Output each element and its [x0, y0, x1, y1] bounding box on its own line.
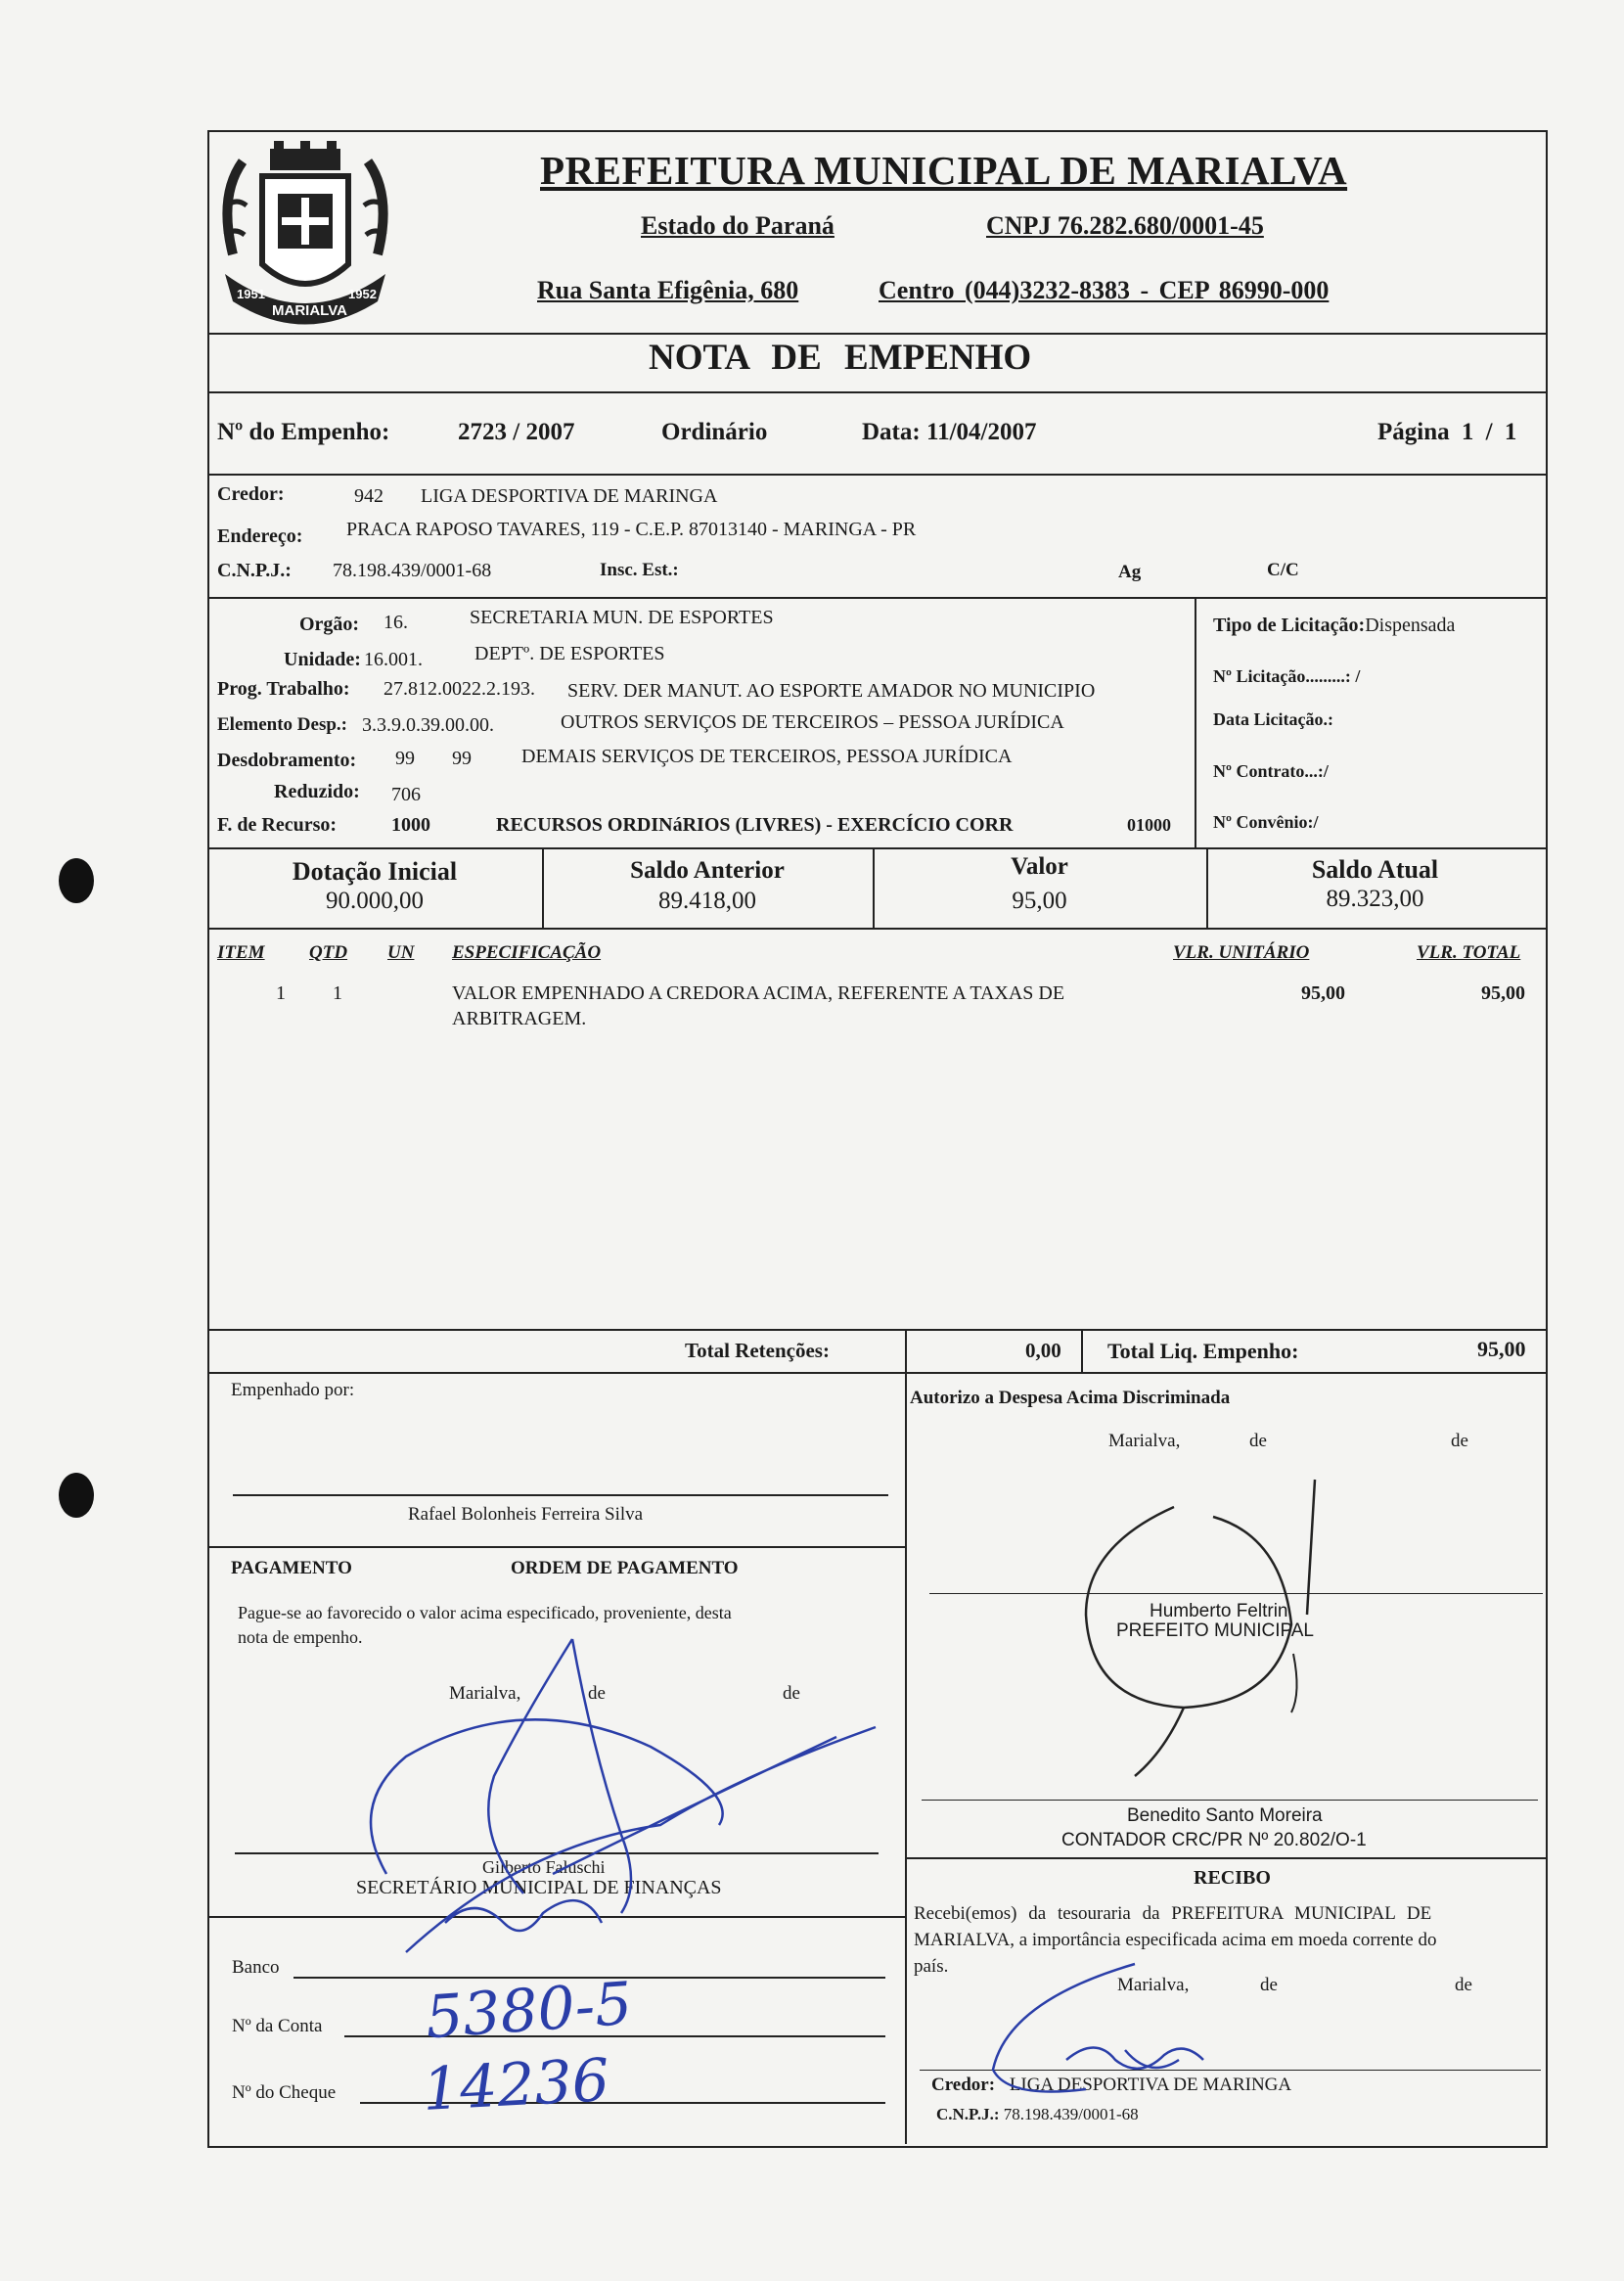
recibo-de-1: de — [1260, 1975, 1278, 1995]
unidade-label: Unidade: — [284, 649, 361, 670]
empenho-number-label: Nº do Empenho: — [217, 419, 390, 445]
valor-value: 95,00 — [1012, 888, 1067, 914]
recibo-cnpj-label: C.N.P.J.: — [936, 2105, 1000, 2123]
col-vlr-unitario: VLR. UNITÁRIO — [1173, 942, 1310, 963]
document-title: NOTA DE EMPENHO — [649, 338, 1032, 378]
item-espec-line2: ARBITRAGEM. — [452, 1008, 587, 1029]
item-number: 1 — [276, 982, 286, 1004]
header-contact: Centro (044)3232-8383 - CEP 86990-000 — [879, 276, 1330, 304]
prog-label: Prog. Trabalho: — [217, 678, 350, 700]
credor-cnpj: 78.198.439/0001-68 — [333, 560, 492, 581]
pagamento-de-2: de — [783, 1683, 800, 1704]
punch-hole-bottom — [59, 1473, 94, 1518]
item-row — [207, 982, 1544, 1041]
total-retencoes-value: 0,00 — [1025, 1339, 1061, 1362]
total-liq-value: 95,00 — [1477, 1337, 1526, 1361]
page-number: Página 1 / 1 — [1377, 419, 1517, 445]
orgao-code: 16. — [383, 612, 408, 633]
finance-secretary-name: Gilberto Faluschi — [482, 1857, 606, 1877]
logo-text: MARIALVA — [272, 302, 347, 319]
account-label: C/C — [1267, 560, 1299, 580]
dotacao-inicial-label: Dotação Inicial — [292, 857, 458, 886]
accountant-title: CONTADOR CRC/PR Nº 20.802/O-1 — [1061, 1830, 1367, 1850]
recibo-text-2: MARIALVA, a importância especificada acima em moeda corrente do — [914, 1930, 1437, 1950]
banco-label: Banco — [232, 1957, 280, 1978]
tipo-licitacao-value: Dispensada — [1365, 615, 1456, 636]
recurso-number: 01000 — [1127, 815, 1171, 835]
total-retencoes-label: Total Retenções: — [685, 1339, 830, 1362]
recibo-text-3: país. — [914, 1956, 949, 1977]
col-un: UN — [387, 942, 415, 963]
recurso-label: F. de Recurso: — [217, 814, 338, 836]
city-hall-title: PREFEITURA MUNICIPAL DE MARIALVA — [540, 148, 1348, 193]
item-vlr-total: 95,00 — [1481, 982, 1525, 1004]
recibo-de-2: de — [1455, 1975, 1472, 1995]
punch-hole-top — [59, 858, 94, 903]
ordem-pagamento-label: ORDEM DE PAGAMENTO — [511, 1558, 739, 1578]
conta-handwritten: 5380-5 — [423, 1969, 635, 2053]
logo-year-right: 1952 — [348, 287, 377, 301]
unidade-code: 16.001. — [364, 649, 423, 670]
mayor-name: Humberto Feltrin — [1150, 1601, 1288, 1621]
cheque-handwritten: 14236 — [421, 2046, 611, 2124]
credor-label: Credor: — [217, 483, 285, 505]
empenho-number: 2723 / 2007 — [458, 419, 575, 445]
recibo-credor-name: LIGA DESPORTIVA DE MARINGA — [1009, 2075, 1292, 2095]
pagamento-text-2: nota de empenho. — [238, 1627, 363, 1647]
recibo-cnpj-value: 78.198.439/0001-68 — [1003, 2105, 1139, 2123]
finance-secretary-title: SECRETÁRIO MUNICIPAL DE FINANÇAS — [356, 1877, 722, 1898]
pagamento-text-1: Pague-se ao favorecido o valor acima especificado, proveniente, desta — [238, 1603, 732, 1622]
item-qtd: 1 — [333, 982, 342, 1004]
credor-address: PRACA RAPOSO TAVARES, 119 - C.E.P. 87013140 - MARINGA - PR — [346, 519, 917, 540]
recibo-cnpj — [936, 2105, 1139, 2124]
valor-label: Valor — [1011, 853, 1068, 880]
credor-code: 942 — [354, 485, 383, 507]
col-especificacao: ESPECIFICAÇÃO — [452, 942, 602, 963]
credor-name: LIGA DESPORTIVA DE MARINGA — [421, 485, 718, 507]
cheque-label: Nº do Cheque — [232, 2082, 337, 2103]
recibo-credor — [931, 2075, 1291, 2096]
saldo-atual-label: Saldo Atual — [1311, 855, 1439, 884]
total-liq-label: Total Liq. Empenho: — [1107, 1339, 1299, 1363]
recibo-text-1: Recebi(emos) da tesouraria da PREFEITURA MUNICIPAL DE — [914, 1903, 1432, 1924]
recurso-name: RECURSOS ORDINáRIOS (LIVRES) - EXERCÍCIO CORR — [496, 814, 1014, 836]
autorizo-city: Marialva, — [1108, 1431, 1181, 1451]
accountant-name: Benedito Santo Moreira — [1127, 1805, 1323, 1826]
pagamento-de-1: de — [588, 1683, 606, 1704]
conta-label: Nº da Conta — [232, 2016, 323, 2036]
recibo-title: RECIBO — [1194, 1867, 1271, 1889]
col-qtd: QTD — [309, 942, 348, 963]
elemento-code: 3.3.9.0.39.00.00. — [362, 714, 494, 736]
agency-label: Ag — [1118, 562, 1142, 582]
saldo-atual-value: 89.323,00 — [1326, 886, 1424, 912]
item-vlr-unitario: 95,00 — [1301, 982, 1345, 1004]
tipo-licitacao-label: Tipo de Licitação: — [1213, 615, 1366, 636]
elemento-name: OUTROS SERVIÇOS DE TERCEIROS – PESSOA JURÍDICA — [561, 711, 1064, 733]
elemento-label: Elemento Desp.: — [217, 714, 347, 735]
desdobramento-b: 99 — [452, 748, 472, 769]
autorizo-label: Autorizo a Despesa Acima Discriminada — [910, 1388, 1231, 1408]
desdobramento-label: Desdobramento: — [217, 750, 357, 771]
empenho-date: Data: 11/04/2007 — [862, 419, 1037, 445]
num-contrato: Nº Contrato...:/ — [1213, 761, 1329, 781]
header-cnpj: CNPJ 76.282.680/0001-45 — [986, 211, 1264, 240]
state-label: Estado do Paraná — [641, 211, 835, 240]
recibo-city: Marialva, — [1117, 1975, 1190, 1995]
saldo-anterior-value: 89.418,00 — [658, 888, 756, 914]
credor-cnpj-label: C.N.P.J.: — [217, 560, 292, 581]
reduzido-label: Reduzido: — [274, 781, 360, 802]
insc-est-label: Insc. Est.: — [600, 560, 679, 580]
autorizo-de-1: de — [1249, 1431, 1267, 1451]
coat-of-arms-logo — [213, 137, 397, 333]
num-licitacao: Nº Licitação.........: / — [1213, 666, 1361, 686]
autorizo-de-2: de — [1451, 1431, 1468, 1451]
reduzido-value: 706 — [391, 784, 421, 805]
prog-name: SERV. DER MANUT. AO ESPORTE AMADOR NO MUNICIPIO — [567, 680, 1096, 702]
item-espec-line1: VALOR EMPENHADO A CREDORA ACIMA, REFERENTE A TAXAS DE — [452, 982, 1065, 1004]
recurso-code: 1000 — [391, 814, 430, 836]
tipo-licitacao — [1213, 615, 1455, 637]
orgao-name: SECRETARIA MUN. DE ESPORTES — [470, 607, 774, 628]
empenho-type: Ordinário — [661, 419, 768, 445]
pagamento-label: PAGAMENTO — [231, 1558, 352, 1578]
desdobramento-name: DEMAIS SERVIÇOS DE TERCEIROS, PESSOA JURÍDICA — [521, 746, 1013, 767]
orgao-label: Orgão: — [299, 614, 360, 635]
data-licitacao: Data Licitação.: — [1213, 709, 1333, 729]
logo-year-left: 1951 — [237, 287, 265, 301]
address-label: Endereço: — [217, 525, 303, 547]
header-street: Rua Santa Efigênia, 680 — [537, 276, 799, 304]
col-item: ITEM — [217, 942, 265, 963]
pagamento-city: Marialva, — [449, 1683, 521, 1704]
desdobramento-a: 99 — [395, 748, 415, 769]
saldo-anterior-label: Saldo Anterior — [630, 857, 785, 884]
mayor-title: PREFEITO MUNICIPAL — [1116, 1620, 1314, 1641]
empenhado-por-label: Empenhado por: — [231, 1380, 355, 1400]
num-convenio: Nº Convênio:/ — [1213, 812, 1319, 832]
prog-code: 27.812.0022.2.193. — [383, 678, 535, 700]
recibo-credor-label: Credor: — [931, 2075, 996, 2095]
unidade-name: DEPTº. DE ESPORTES — [474, 643, 665, 664]
dotacao-inicial-value: 90.000,00 — [326, 888, 424, 914]
empenhado-por-name: Rafael Bolonheis Ferreira Silva — [408, 1504, 644, 1525]
col-vlr-total: VLR. TOTAL — [1417, 942, 1521, 963]
